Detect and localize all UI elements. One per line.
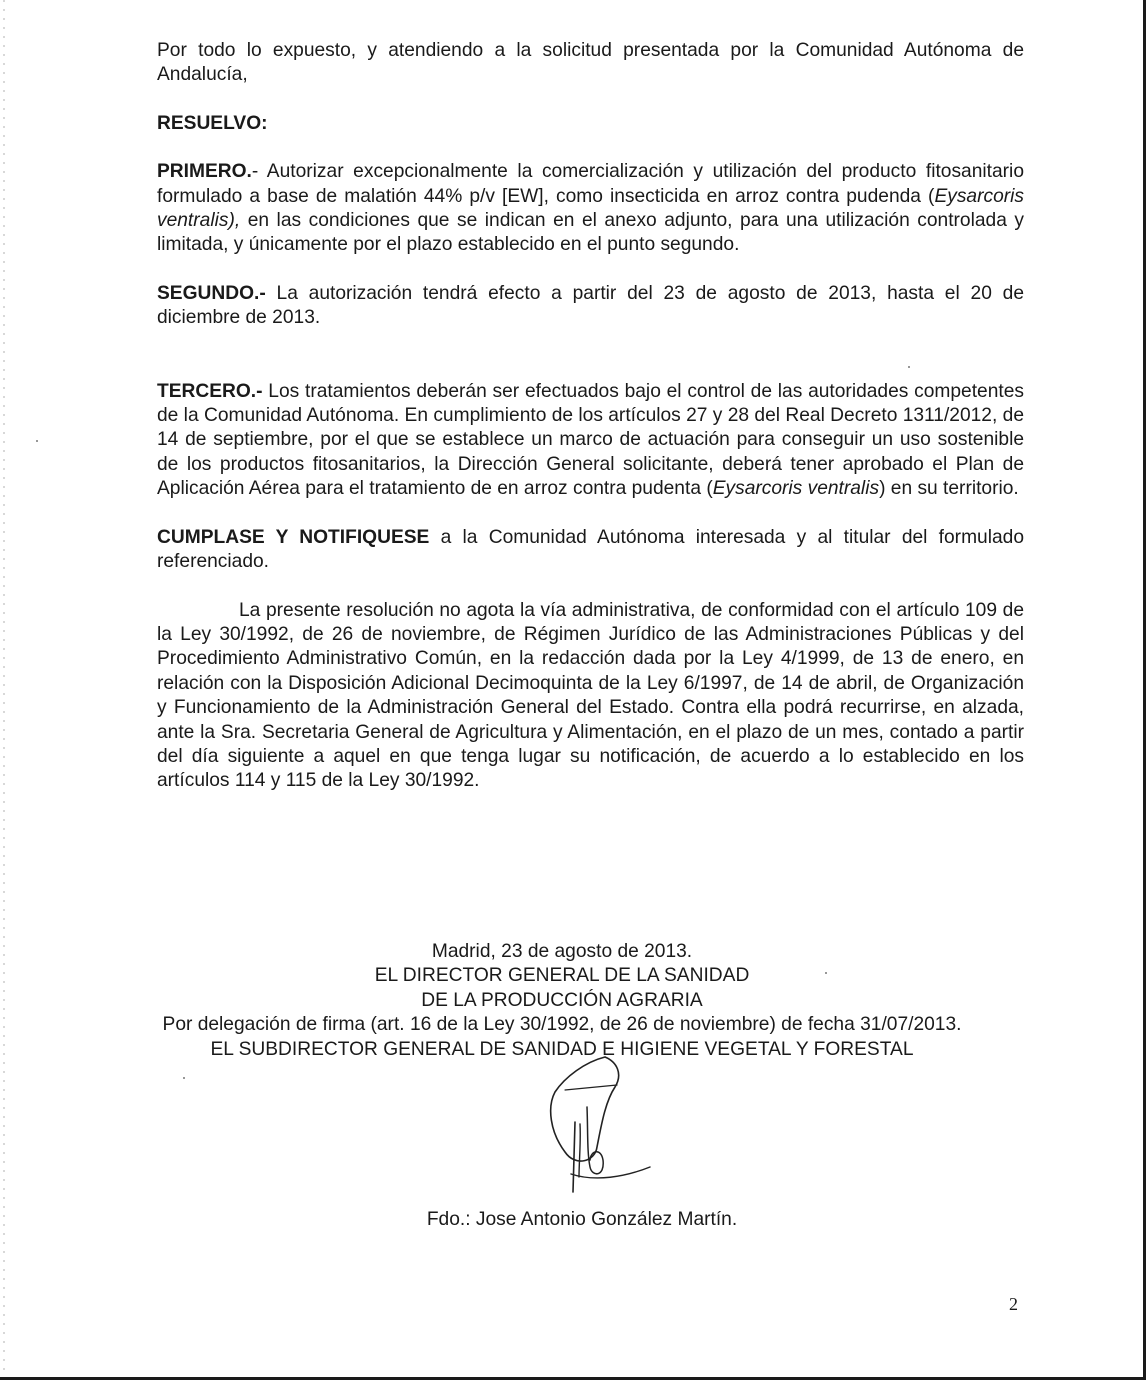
tercero-text-a: Los tratamientos deberán ser efectuados bajo el control de las autoridades competentes de la Comunidad Autónoma. En cumplimiento de los artículos 27 y 28 del Real Decreto 1311/2012, de 14 de septiembre, por el que se establece un marco de actuación para conseguir un uso sostenible de los productos fitosanitarios, la Dirección General solicitante, deberá tener aprobado el Plan de Aplicación Aérea para el tratamiento de en arroz contra pudenta ( (157, 380, 1024, 500)
director-title-line2: DE LA PRODUCCIÓN AGRARIA (421, 989, 703, 1011)
document-body (157, 39, 1024, 794)
cumplase-text: a la Comunidad Autónoma interesada y al titular del formulado referenciado. (157, 526, 1024, 573)
resuelvo-heading: RESUELVO: (157, 112, 268, 134)
handwritten-signature (535, 1052, 665, 1222)
primero-text-b: en las condiciones que se indican en el anexo adjunto, para una utilización controlada y limitada, y únicamente por el plazo establecido en el punto segundo. (157, 210, 1024, 256)
primero-paragraph (157, 160, 1024, 258)
signed-by: Fdo.: Jose Antonio González Martín. (426, 1209, 738, 1230)
place-date: Madrid, 23 de agosto de 2013. (431, 941, 693, 962)
segundo-label: SEGUNDO.- (157, 282, 266, 304)
cumplase-label: CUMPLASE Y NOTIFIQUESE (157, 526, 430, 548)
delegation-line: Por delegación de firma (art. 16 de la Ley 30/1992, de 26 de noviembre) de fecha 31/07/2013. (162, 1014, 962, 1036)
segundo-text: La autorización tendrá efecto a partir del 23 de agosto de 2013, hasta el 20 de diciembre de 2013. (157, 282, 1024, 329)
primero-text-a: - Autorizar excepcionalmente la comercialización y utilización del producto fitosanitario formulado a base de malatión 44% p/v [EW], como insecticida en arroz contra pudenda ( (157, 161, 1024, 207)
scan-speck (183, 1077, 185, 1079)
director-title-line1: EL DIRECTOR GENERAL DE LA SANIDAD (374, 965, 750, 987)
tercero-paragraph (157, 380, 1024, 502)
tercero-species: Eysarcoris ventralis (712, 478, 880, 500)
tercero-text-b: ) en su territorio. (879, 478, 1019, 500)
subdirector-title: EL SUBDIRECTOR GENERAL DE SANIDAD E HIGIENE VEGETAL Y FORESTAL (210, 1038, 914, 1060)
recurso-paragraph: La presente resolución no agota la vía administrativa, de conformidad con el artículo 109 de la Ley 30/1992, de 26 de noviembre, de Régimen Jurídico de las Administraciones Públicas y del Procedimiento Administrativo Común, en la redacción dada por la Ley 4/1999, de 13 de enero, en relación con la Disposición Adicional Decimoquinta de la Ley 6/1997, de 14 de abril, de Organización y Funcionamiento de la Administración General del Estado. Contra ella podrá recurrirse, en alzada, ante la Sra. Secretaria General de Agricultura y Alimentación, en el plazo de un mes, contado a partir del día siguiente a aquel en que tenga lugar su notificación, de acuerdo a lo establecido en los artículos 114 y 115 de la Ley 30/1992. (157, 599, 1024, 792)
intro-paragraph: Por todo lo expuesto, y atendiendo a la solicitud presentada por la Comunidad Autónoma de Andalucía, (157, 40, 1024, 86)
page-number: 2 (1009, 1294, 1018, 1314)
scan-speck (36, 440, 38, 442)
scan-left-edge (3, 0, 5, 1380)
primero-label: PRIMERO. (157, 161, 252, 183)
tercero-label: TERCERO.- (157, 380, 263, 402)
primero-species: Eysarcoris ventralis), (157, 185, 1024, 232)
segundo-paragraph (157, 282, 1024, 331)
cumplase-paragraph (157, 526, 1024, 575)
signature-block (0, 940, 1124, 1062)
